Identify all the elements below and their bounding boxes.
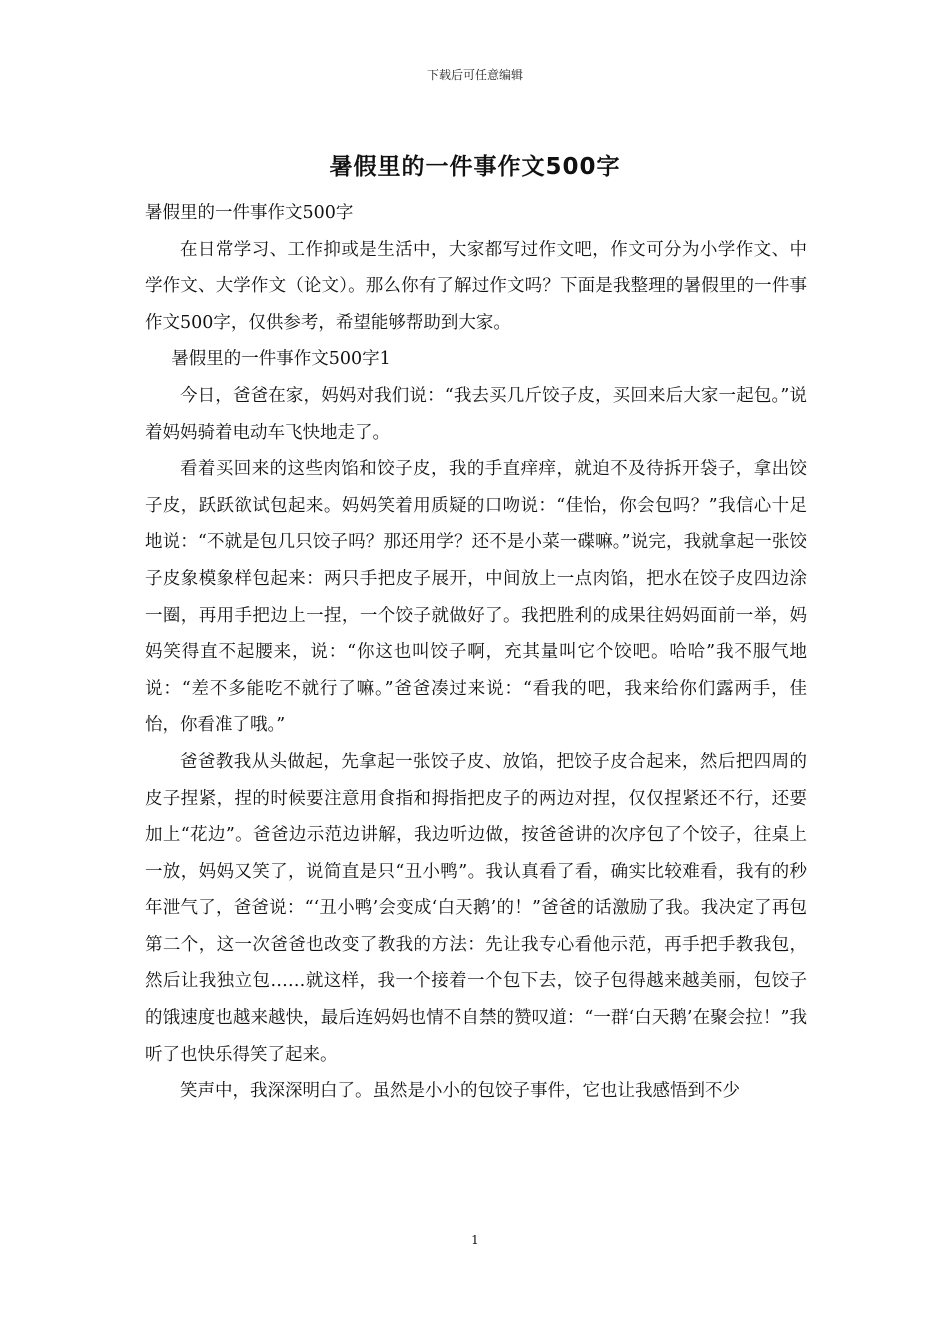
section-heading: 暑假里的一件事作文500字1 <box>171 349 391 370</box>
intro-paragraph: 在日常学习、工作抑或是生活中，大家都写过作文吧，作文可分为小学作文、中学作文、大学作文（论文）。那么你有了解过作文吗？下面是我整理的暑假里的一件事作文500字，仅供参考，希望能够帮助到大家。 <box>145 239 807 333</box>
page-number: 1 <box>471 1233 479 1247</box>
body-paragraph: 今日，爸爸在家，妈妈对我们说：“我去买几斤饺子皮，买回来后大家一起包。”说着妈妈骑着电动车飞快地走了。 <box>145 385 807 443</box>
subtitle-line: 暑假里的一件事作文500字 <box>145 203 354 223</box>
body-paragraph: 笑声中，我深深明白了。虽然是小小的包饺子事件，它也让我感悟到不少 <box>180 1081 740 1102</box>
body-paragraph: 看着买回来的这些肉馅和饺子皮，我的手直痒痒，就迫不及待拆开袋子，拿出饺子皮，跃跃欲试包起来。妈妈笑着用质疑的口吻说：“佳怡，你会包吗？”我信心十足地说：“不就是包几只饺子吗？那还用学？还不是小菜一碟嘛。”说完，我就拿起一张饺子皮象模象样包起来：两只手把皮子展开，中间放上一点肉馅，把水在饺子皮四边涂一圈，再用手把边上一捏，一个饺子就做好了。我把胜利的成果往妈妈面前一举，妈妈笑得直不起腰来，说：“你这也叫饺子啊，充其量叫它个饺吧。哈哈”我不服气地说：“差不多能吃不就行了嘛。”爸爸凑过来说：“看我的吧，我来给你们露两手，佳怡，你看准了哦。” <box>145 459 807 736</box>
header-note: 下载后可任意编辑 <box>426 68 523 82</box>
document-body <box>145 195 807 1110</box>
document-title: 暑假里的一件事作文500字 <box>329 154 621 180</box>
body-paragraph: 爸爸教我从头做起，先拿起一张饺子皮、放馅，把饺子皮合起来，然后把四周的皮子捏紧，捏的时候要注意用食指和拇指把皮子的两边对捏，仅仅捏紧还不行，还要加上“花边”。爸爸边示范边讲解，我边听边做，按爸爸讲的次序包了个饺子，往桌上一放，妈妈又笑了，说简直是只“丑小鸭”。我认真看了看，确实比较难看，我有的秒年泄气了，爸爸说：“‘丑小鸭’会变成‘白天鹅’的！”爸爸的话激励了我。我决定了再包第二个，这一次爸爸也改变了教我的方法：先让我专心看他示范，再手把手教我包，然后让我独立包……就这样，我一个接着一个包下去，饺子包得越来越美丽，包饺子的饿速度也越来越快，最后连妈妈也情不自禁的赞叹道：“一群‘白天鹅’在聚会拉！”我听了也快乐得笑了起来。 <box>145 751 807 1065</box>
